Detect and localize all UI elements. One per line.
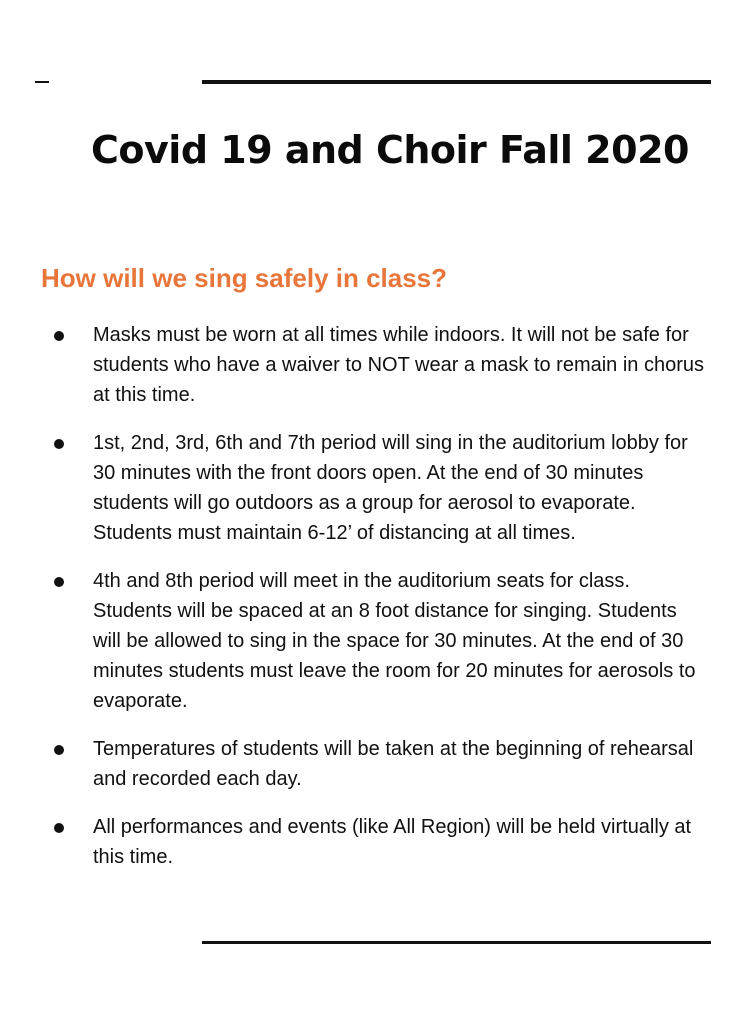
- short-divider: [35, 81, 49, 83]
- bullet-icon: [54, 331, 64, 341]
- list-item-text: 1st, 2nd, 3rd, 6th and 7th period will sing in the auditorium lobby for 30 minutes with the front doors open. At the end of 30 minutes students will go outdoors as a group for aerosol to evaporate. Students must maintain 6-12’ of distancing at all times.: [93, 432, 688, 544]
- bullet-list: [0, 320, 745, 890]
- list-item: [0, 812, 745, 872]
- list-item: [0, 320, 745, 410]
- bullet-icon: [54, 439, 64, 449]
- list-item: [0, 566, 745, 716]
- section-heading: How will we sing safely in class?: [41, 263, 448, 293]
- bullet-icon: [54, 823, 64, 833]
- bullet-icon: [54, 577, 64, 587]
- list-item: [0, 734, 745, 794]
- list-item: [0, 428, 745, 548]
- page-title: Covid 19 and Choir Fall 2020: [91, 128, 689, 172]
- list-item-text: Temperatures of students will be taken at the beginning of rehearsal and recorded each day.: [93, 738, 694, 790]
- list-item-text: 4th and 8th period will meet in the auditorium seats for class. Students will be spaced at an 8 foot distance for singing. Students will be allowed to sing in the space for 30 minutes. At the end of 30 minutes students must leave the room for 20 minutes for aerosols to evaporate.: [93, 570, 696, 712]
- bullet-icon: [54, 745, 64, 755]
- list-item-text: All performances and events (like All Region) will be held virtually at this time.: [93, 816, 692, 868]
- list-item-text: Masks must be worn at all times while indoors. It will not be safe for students who have a waiver to NOT wear a mask to remain in chorus at this time.: [93, 324, 705, 406]
- bottom-divider: [202, 941, 711, 944]
- top-divider: [202, 80, 711, 84]
